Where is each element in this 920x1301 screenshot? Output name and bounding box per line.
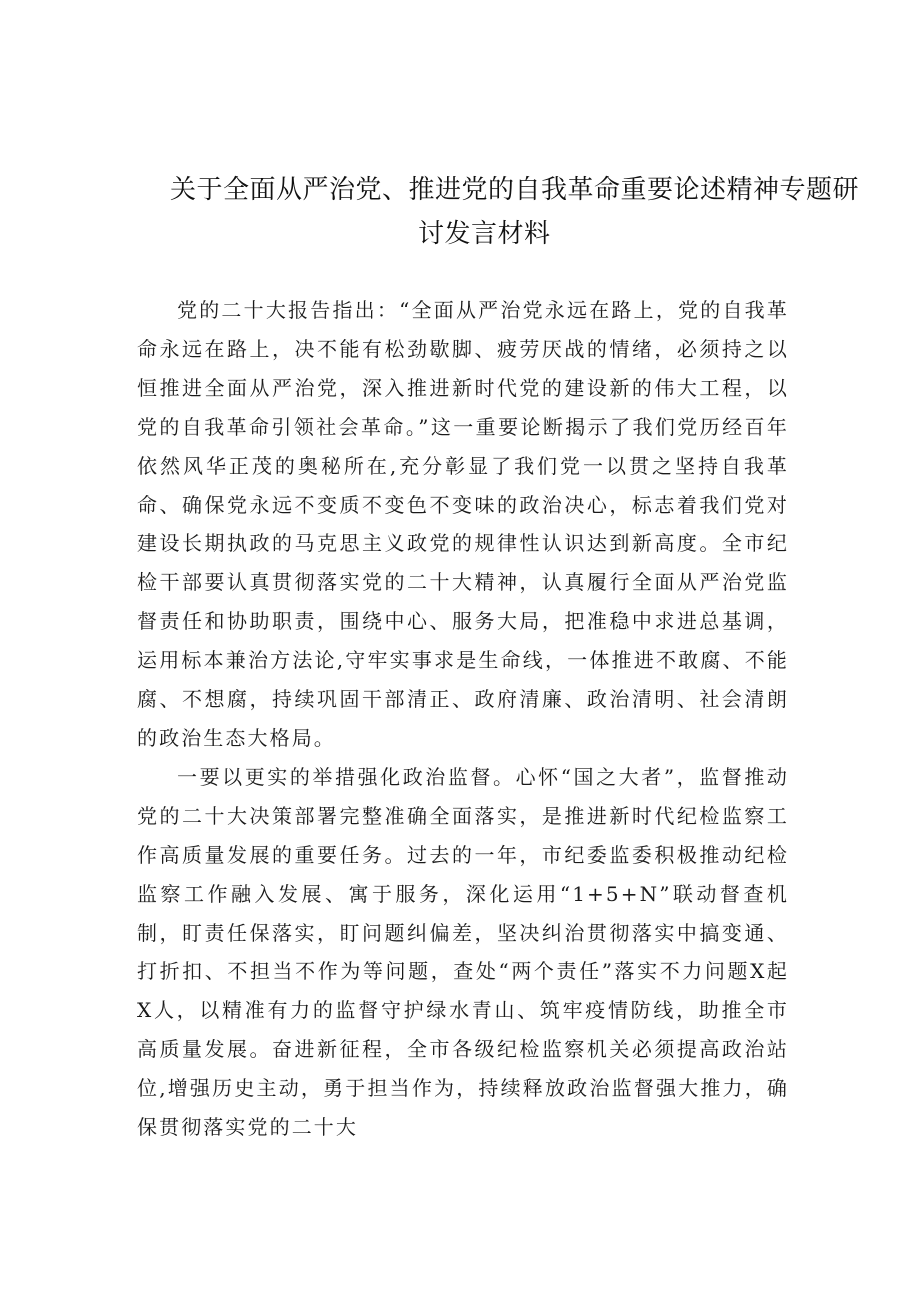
title-line-1: 关于全面从严治党、推进党的自我革命重要论述精神专题研 [170,175,860,205]
document-body [137,291,789,1147]
paragraph-intro: 党的二十大报告指出：“全面从严治党永远在路上，党的自我革命永远在路上，决不能有松劲歇脚、疲劳厌战的情绪，必须持之以恒推进全面从严治党，深入推进新时代党的建设新的伟大工程，以党的自我革命引领社会革命。”这一重要论断揭示了我们党历经百年依然风华正茂的奥秘所在,充分彰显了我们党一以贯之坚持自我革命、确保党永远不变质不变色不变味的政治决心，标志着我们党对建设长期执政的马克思主义政党的规律性认识达到新高度。全市纪检干部要认真贯彻落实党的二十大精神，认真履行全面从严治党监督责任和协助职责，围绕中心、服务大局，把准稳中求进总基调，运用标本兼治方法论,守牢实事求是生命线，一体推进不敢腐、不能腐、不想腐，持续巩固干部清正、政府清廉、政治清明、社会清朗的政治生态大格局。 [137,298,789,750]
paragraph-political-supervision: 一要以更实的举措强化政治监督。心怀“国之大者”，监督推动党的二十大决策部署完整准确全面落实，是推进新时代纪检监察工作高质量发展的重要任务。过去的一年，市纪委监委积极推动纪检监察工作融入发展、寓于服务，深化运用“1+5+N”联动督查机制，盯责任保落实，盯问题纠偏差，坚决纠治贯彻落实中搞变通、打折扣、不担当不作为等问题，查处“两个责任”落实不力问题X起X人，以精准有力的监督守护绿水青山、筑牢疫情防线，助推全市高质量发展。奋进新征程，全市各级纪检监察机关必须提高政治站位,增强历史主动，勇于担当作为，持续释放政治监督强大推力，确保贯彻落实党的二十大 [137,764,789,1140]
document-title [170,168,860,256]
title-line-2: 讨发言材料 [418,219,551,249]
